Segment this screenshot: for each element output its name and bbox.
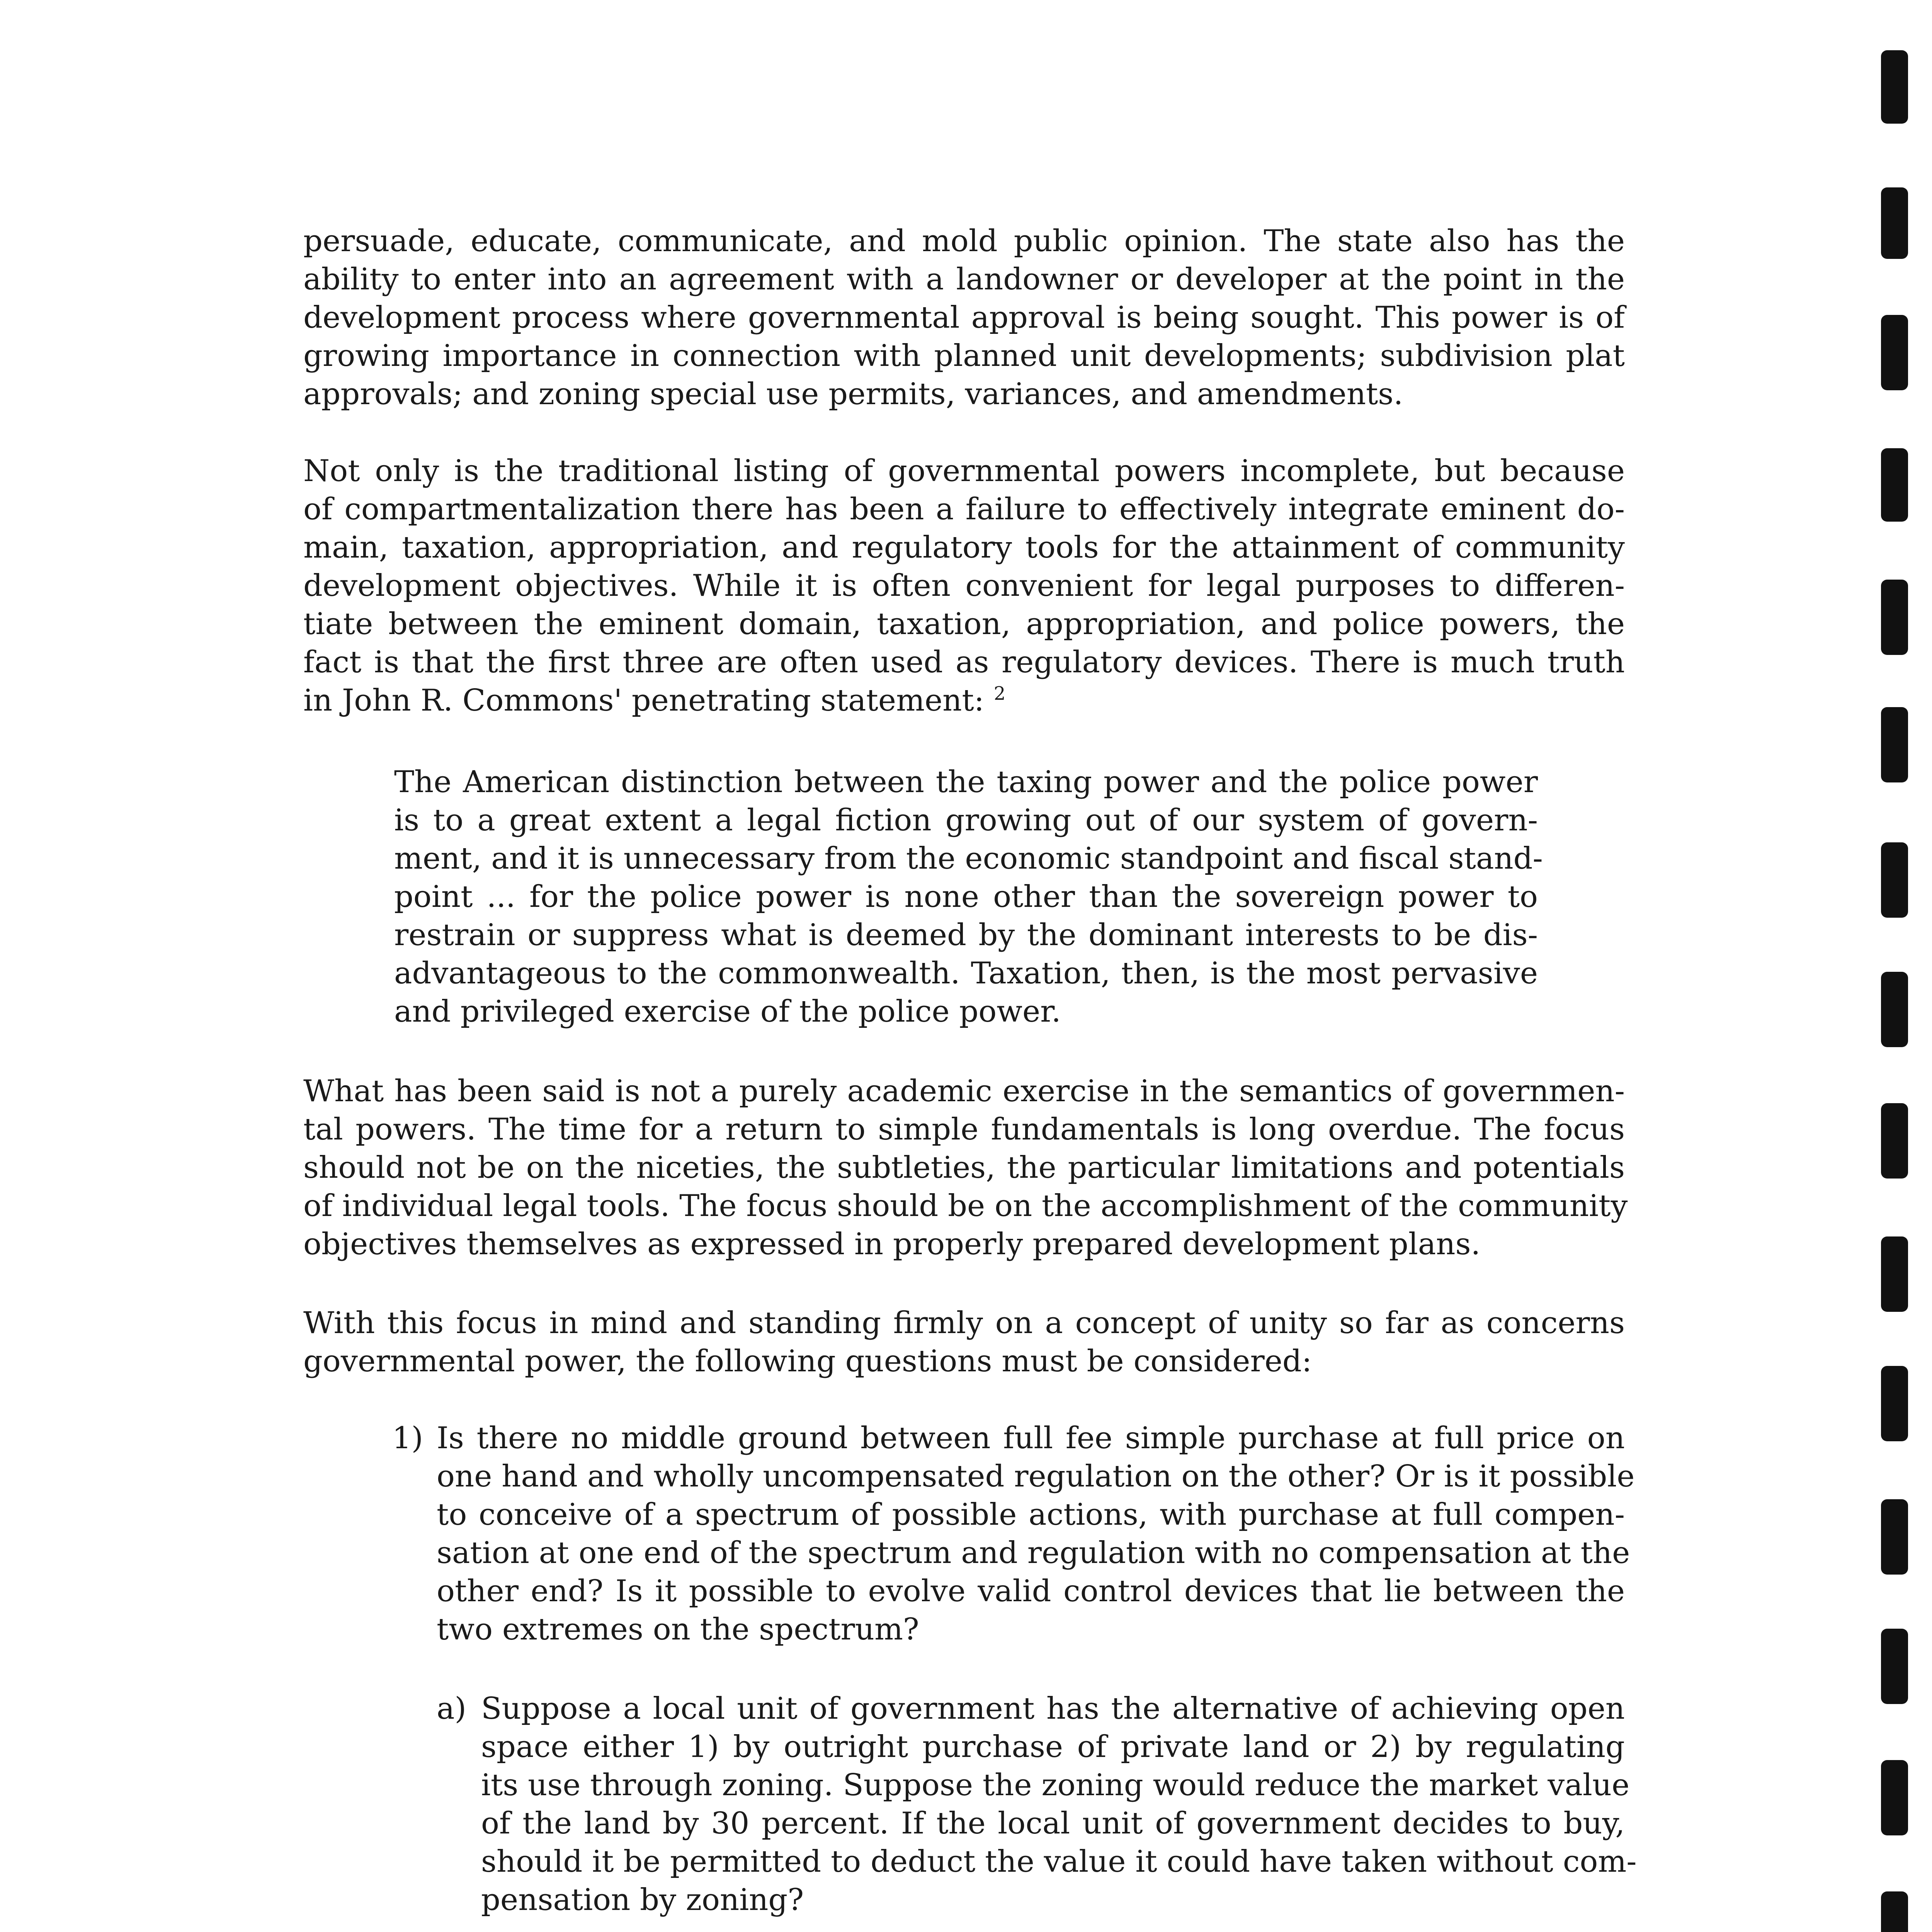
text-line: should not be on the niceties, the subtleties, the particular limitations and potentials [303,1150,1625,1185]
text-line: to conceive of a spectrum of possible actions, with purchase at full compen- [437,1497,1625,1532]
list-marker: a) [437,1691,466,1726]
binding-hole-mark [1881,187,1908,259]
binding-hole-mark [1881,842,1908,918]
text-line: persuade, educate, communicate, and mold public opinion. The state also has the [303,224,1625,259]
text-line: other end? Is it possible to evolve valid control devices that lie between the [437,1574,1625,1609]
binding-hole-mark [1881,1236,1908,1312]
binding-hole-mark [1881,315,1908,390]
text-line: Is there no middle ground between full fee simple purchase at full price on [437,1421,1625,1456]
quote-line: The American distinction between the taxing power and the police power [394,765,1538,799]
text-line: its use through zoning. Suppose the zoning would reduce the market value [481,1768,1630,1803]
block-quote [394,763,1543,1031]
binding-hole-mark [1881,1366,1908,1441]
text-line: growing importance in connection with planned unit developments; subdivision plat [303,338,1625,373]
quote-line: advantageous to the commonwealth. Taxation, then, is the most pervasive [394,956,1538,991]
text-line: Not only is the traditional listing of governmental powers incomplete, but because [303,454,1625,488]
text-line: What has been said is not a purely academic exercise in the semantics of governmen- [303,1074,1625,1109]
paragraph-2 [303,452,1625,720]
quote-line: restrain or suppress what is deemed by the dominant interests to be dis- [394,918,1538,952]
text-line: of compartmentalization there has been a failure to effectively integrate eminent do- [303,492,1625,527]
text-line: main, taxation, appropriation, and regulatory tools for the attainment of community [303,530,1625,565]
quote-line: is to a great extent a legal fiction growing out of our system of govern- [394,803,1538,838]
binding-hole-mark [1881,580,1908,655]
text-line: space either 1) by outright purchase of private land or 2) by regulating [481,1730,1625,1764]
text-line-content: in John R. Commons' penetrating statement: [303,683,985,718]
binding-hole-mark [1881,448,1908,522]
binding-hole-mark [1881,707,1908,782]
text-line: one hand and wholly uncompensated regulation on the other? Or is it possible [437,1459,1635,1494]
text-line: of individual legal tools. The focus should be on the accomplishment of the community [303,1189,1628,1223]
paragraph-4 [303,1304,1625,1381]
paragraph-1 [303,222,1625,413]
text-line: tal powers. The time for a return to simple fundamentals is long overdue. The focus [303,1112,1625,1147]
text-line: fact is that the first three are often used as regulatory devices. There is much truth [303,645,1625,680]
text-line: With this focus in mind and standing firmly on a concept of unity so far as concerns [303,1306,1625,1340]
text-line: objectives themselves as expressed in properly prepared development plans. [303,1227,1481,1262]
list-marker: 1) [392,1421,423,1456]
text-line: pensation by zoning? [481,1883,804,1917]
text-line: approvals; and zoning special use permits, variances, and amendments. [303,377,1403,412]
quote-line: ment, and it is unnecessary from the economic standpoint and fiscal stand- [394,841,1543,876]
paragraph-3 [303,1072,1628,1264]
footnote-reference: 2 [993,683,1006,704]
text-line [303,682,1625,720]
question-1a [437,1690,1637,1919]
binding-hole-mark [1881,972,1908,1047]
binding-hole-mark [1881,1629,1908,1704]
text-line: tiate between the eminent domain, taxation, appropriation, and police powers, the [303,607,1625,641]
text-line: should it be permitted to deduct the value it could have taken without com- [481,1844,1637,1879]
question-1 [392,1419,1635,1649]
text-line: development objectives. While it is often convenient for legal purposes to differen- [303,568,1625,603]
text-line: sation at one end of the spectrum and regulation with no compensation at the [437,1536,1630,1570]
text-line: development process where governmental approval is being sought. This power is of [303,300,1625,335]
text-line: of the land by 30 percent. If the local unit of government decides to buy, [481,1806,1625,1841]
text-line: governmental power, the following questions must be considered: [303,1344,1312,1379]
quote-line: and privileged exercise of the police power. [394,994,1061,1029]
binding-hole-mark [1881,1499,1908,1575]
binding-hole-mark [1881,50,1908,124]
binding-hole-mark [1881,1103,1908,1179]
text-line: ability to enter into an agreement with a landowner or developer at the point in the [303,262,1625,297]
binding-hole-mark [1881,1891,1908,1932]
quote-line: point ... for the police power is none other than the sovereign power to [394,879,1538,914]
binding-hole-mark [1881,1760,1908,1835]
text-line: Suppose a local unit of government has the alternative of achieving open [481,1691,1625,1726]
text-line: two extremes on the spectrum? [437,1612,919,1647]
